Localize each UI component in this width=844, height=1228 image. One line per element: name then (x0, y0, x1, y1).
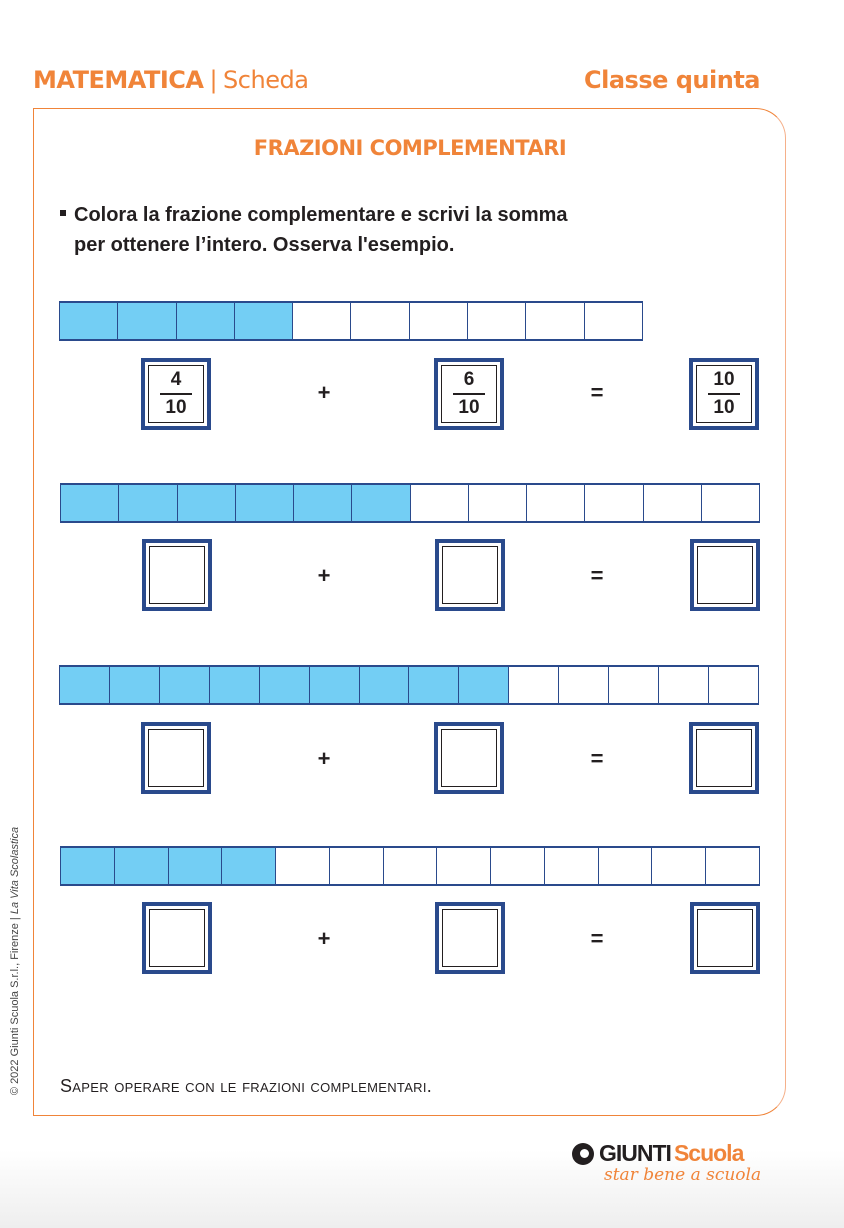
bar-cell-empty (410, 303, 468, 339)
numerator: 10 (713, 369, 735, 390)
bar-cell-filled[interactable] (294, 485, 352, 521)
bar-cell-filled[interactable] (260, 667, 310, 703)
answer-box-result-1[interactable] (690, 539, 760, 611)
bar-cell-filled[interactable] (119, 485, 177, 521)
bar-cell-filled[interactable] (110, 667, 160, 703)
bar-cell-filled (177, 303, 235, 339)
bar-cell-empty (351, 303, 409, 339)
bar-cell-empty[interactable] (384, 848, 438, 884)
bar-cell-empty[interactable] (652, 848, 706, 884)
publisher-logo (572, 1140, 761, 1185)
bar-cell-filled[interactable] (459, 667, 509, 703)
bar-cell-empty[interactable] (585, 485, 643, 521)
answer-box-result-3[interactable] (690, 902, 760, 974)
bar-cell-filled[interactable] (222, 848, 276, 884)
magazine-name: La Vita Scolastica (9, 826, 21, 915)
bar-cell-filled[interactable] (310, 667, 360, 703)
numerator: 4 (170, 369, 182, 390)
numerator: 6 (463, 369, 475, 390)
logo-brand-accent: Scuola (673, 1140, 744, 1166)
bar-cell-filled (118, 303, 176, 339)
learning-goal: Saper operare con le frazioni complementari. (60, 1076, 433, 1096)
bar-cell-empty[interactable] (527, 485, 585, 521)
fraction-box-complement (434, 358, 504, 430)
grade-label: Classe quinta (584, 66, 760, 94)
bar-cell-empty[interactable] (659, 667, 709, 703)
bar-cell-empty[interactable] (491, 848, 545, 884)
bar-cell-empty[interactable] (609, 667, 659, 703)
bar-cell-filled[interactable] (115, 848, 169, 884)
bar-cell-filled[interactable] (236, 485, 294, 521)
copyright-text: © 2022 Giunti Scuola S.r.l., Firenze | (9, 914, 21, 1096)
copyright-notice (9, 796, 21, 1126)
fraction-bar-1[interactable] (60, 483, 760, 523)
logo-brand: GIUNTI (599, 1140, 671, 1166)
equals-sign: = (590, 563, 604, 588)
plus-sign: + (317, 380, 331, 405)
bar-cell-empty[interactable] (330, 848, 384, 884)
bar-cell-empty[interactable] (706, 848, 760, 884)
logo-slogan: star bene a scuola (604, 1165, 762, 1185)
equals-sign: = (590, 926, 604, 951)
sheet-type-label: Scheda (223, 66, 309, 94)
equals-sign: = (590, 380, 604, 405)
fraction-bar-2[interactable] (59, 665, 759, 705)
bar-cell-filled[interactable] (160, 667, 210, 703)
instructions-line-1: Colora la frazione complementare e scrivi la somma (74, 204, 568, 226)
fraction-bar-example (59, 301, 643, 341)
bar-cell-filled[interactable] (210, 667, 260, 703)
bar-cell-empty[interactable] (644, 485, 702, 521)
equals-sign: = (590, 746, 604, 771)
answer-box-complement-2[interactable] (434, 722, 504, 794)
bar-cell-filled[interactable] (61, 485, 119, 521)
worksheet-title: FRAZIONI COMPLEMENTARI (253, 136, 567, 160)
denominator: 10 (458, 397, 480, 418)
plus-sign: + (317, 746, 331, 771)
fraction-line (453, 393, 485, 395)
fraction-bar-3[interactable] (60, 846, 760, 886)
bar-cell-empty[interactable] (559, 667, 609, 703)
instructions-line-2: per ottenere l’intero. Osserva l'esempio. (74, 234, 455, 256)
bar-cell-empty[interactable] (437, 848, 491, 884)
answer-box-colored-2[interactable] (141, 722, 211, 794)
bar-cell-empty[interactable] (599, 848, 653, 884)
bar-cell-filled[interactable] (352, 485, 410, 521)
subject-label: MATEMATICA (33, 66, 204, 94)
bar-cell-filled[interactable] (178, 485, 236, 521)
fraction-line (160, 393, 192, 395)
instructions (60, 200, 568, 260)
bar-cell-filled[interactable] (360, 667, 410, 703)
plus-sign: + (317, 563, 331, 588)
bar-cell-filled (60, 303, 118, 339)
bar-cell-empty (526, 303, 584, 339)
bar-cell-empty (468, 303, 526, 339)
bar-cell-empty[interactable] (469, 485, 527, 521)
header-separator: | (209, 66, 218, 94)
plus-sign: + (317, 926, 331, 951)
answer-box-complement-1[interactable] (435, 539, 505, 611)
answer-box-colored-3[interactable] (142, 902, 212, 974)
giunti-logo-icon (572, 1143, 594, 1165)
header-subject (33, 66, 308, 94)
bar-cell-filled[interactable] (409, 667, 459, 703)
bullet-icon (60, 210, 66, 216)
bar-cell-empty (293, 303, 351, 339)
denominator: 10 (165, 397, 187, 418)
bar-cell-empty[interactable] (509, 667, 559, 703)
bar-cell-empty[interactable] (276, 848, 330, 884)
denominator: 10 (713, 397, 735, 418)
bar-cell-filled[interactable] (61, 848, 115, 884)
fraction-box-colored (141, 358, 211, 430)
answer-box-complement-3[interactable] (435, 902, 505, 974)
bar-cell-empty[interactable] (709, 667, 759, 703)
answer-box-result-2[interactable] (689, 722, 759, 794)
bar-cell-filled[interactable] (169, 848, 223, 884)
bar-cell-empty[interactable] (702, 485, 760, 521)
fraction-line (708, 393, 740, 395)
bar-cell-filled (235, 303, 293, 339)
bar-cell-empty[interactable] (545, 848, 599, 884)
bar-cell-empty (585, 303, 643, 339)
bar-cell-filled[interactable] (60, 667, 110, 703)
fraction-box-result (689, 358, 759, 430)
answer-box-colored-1[interactable] (142, 539, 212, 611)
bar-cell-empty[interactable] (411, 485, 469, 521)
